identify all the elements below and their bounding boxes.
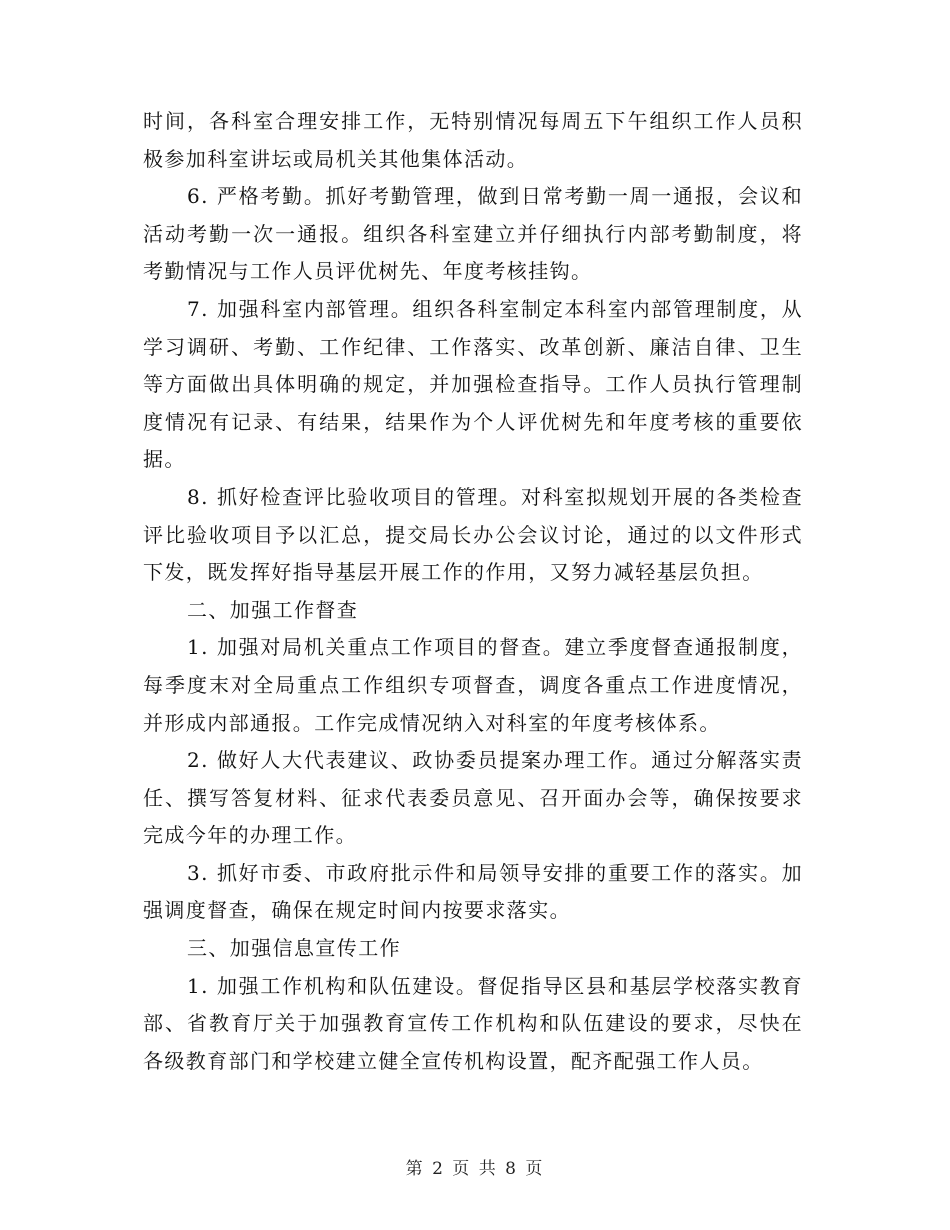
document-body: [143, 103, 803, 1080]
paragraph-supervision-1: 1. 加强对局机关重点工作项目的督查。建立季度督查通报制度，每季度末对全局重点工作组织专项督查，调度各重点工作进度情况，并形成内部通报。工作完成情况纳入对科室的年度考核体系。: [143, 635, 803, 735]
paragraph-supervision-3: 3. 抓好市委、市政府批示件和局领导安排的重要工作的落实。加强调度督查，确保在规定时间内按要求落实。: [143, 860, 803, 923]
paragraph-publicity-1: 1. 加强工作机构和队伍建设。督促指导区县和基层学校落实教育部、省教育厅关于加强教育宣传工作机构和队伍建设的要求，尽快在各级教育部门和学校建立健全宣传机构设置，配齐配强工作人员。: [143, 973, 803, 1073]
paragraph-item-8: 8. 抓好检查评比验收项目的管理。对科室拟规划开展的各类检查评比验收项目予以汇总，提交局长办公会议讨论，通过的以文件形式下发，既发挥好指导基层开展工作的作用，又努力减轻基层负担。: [143, 484, 803, 585]
paragraph-item-7: 7. 加强科室内部管理。组织各科室制定本科室内部管理制度，从学习调研、考勤、工作纪律、工作落实、改革创新、廉洁自律、卫生等方面做出具体明确的规定，并加强检查指导。工作人员执行管理制度情况有记录、有结果，结果作为个人评优树先和年度考核的重要依据。: [143, 296, 803, 472]
paragraph-item-6: 6. 严格考勤。抓好考勤管理，做到日常考勤一周一通报，会议和活动考勤一次一通报。组织各科室建立并仔细执行内部考勤制度，将考勤情况与工作人员评优树先、年度考核挂钩。: [143, 184, 803, 284]
page-number-footer: 第 2 页 共 8 页: [405, 1159, 545, 1179]
section-heading-3: 三、加强信息宣传工作: [187, 936, 401, 961]
paragraph-continuation: 时间，各科室合理安排工作，无特别情况每周五下午组织工作人员积极参加科室讲坛或局机关其他集体活动。: [143, 109, 803, 171]
paragraph-supervision-2: 2. 做好人大代表建议、政协委员提案办理工作。通过分解落实责任、撰写答复材料、征求代表委员意见、召开面办会等，确保按要求完成今年的办理工作。: [143, 748, 803, 848]
section-heading-2: 二、加强工作督查: [187, 597, 359, 622]
